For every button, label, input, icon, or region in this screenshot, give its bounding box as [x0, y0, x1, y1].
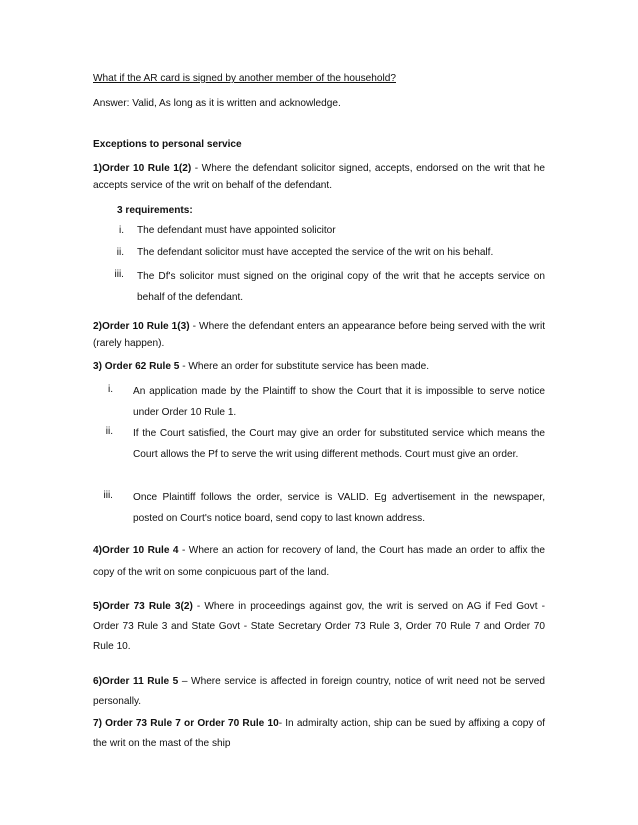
exception-2-text: - Where the defendant enters an appearance before being served with the writ (rarely happen).: [93, 321, 545, 349]
exception-5-title: 5)Order 73 Rule 3(2): [93, 601, 193, 612]
answer-text: Answer: Valid, As long as it is written and acknowledge.: [93, 98, 341, 109]
list-item: Once Plaintiff follows the order, service is VALID. Eg advertisement in the newspaper, posted on Court's notice board, send copy to last known address.: [133, 492, 545, 524]
exception-2: [93, 318, 545, 352]
list-number: iii.: [114, 269, 124, 280]
exception-6: [93, 672, 545, 712]
list-item: The defendant solicitor must have accepted the service of the writ on his behalf.: [137, 247, 494, 258]
exceptions-heading: Exceptions to personal service: [93, 139, 242, 150]
exception-3: [93, 358, 545, 375]
exception-1: [93, 160, 545, 194]
exception-5-text: - Where in proceedings against gov, the writ is served on AG if Fed Govt - Order 73 Rule 3 and State Govt - State Secretary Order 73 Rule 3, Order 70 Rule 7 and Order 70 Rule 10.: [93, 601, 545, 652]
exception-7-text: - In admiralty action, ship can be sued by affixing a copy of the writ on the mast of the ship: [93, 718, 545, 749]
exception-4-title: 4)Order 10 Rule 4: [93, 545, 179, 556]
exception-3-title: 3) Order 62 Rule 5: [93, 361, 180, 372]
section-heading: [93, 136, 545, 153]
list-number: ii.: [105, 426, 113, 437]
list-item: If the Court satisfied, the Court may give an order for substituted service which means the Court allows the Pf to serve the writ using different methods. Court must give an order.: [133, 428, 545, 460]
exception-4-text: - Where an action for recovery of land, the Court has made an order to affix the copy of the writ on some conpicuous part of the land.: [93, 545, 545, 578]
requirements-heading: 3 requirements:: [117, 205, 193, 216]
list-number: i.: [118, 225, 124, 236]
exception-3-text: - Where an order for substitute service has been made.: [179, 361, 430, 372]
exception-2-title: 2)Order 10 Rule 1(3): [93, 321, 190, 332]
exception-5: [93, 597, 545, 657]
list-item: An application made by the Plaintiff to show the Court that it is impossible to serve notice under Order 10 Rule 1.: [133, 386, 545, 418]
list-number: iii.: [103, 490, 113, 501]
list-item: The Df's solicitor must signed on the original copy of the writ that he accepts service on behalf of the defendant.: [137, 271, 545, 303]
exception-1-text: - Where the defendant solicitor signed, accepts, endorsed on the writ that he accepts service of the writ on behalf of the defendant.: [93, 163, 545, 191]
list-item: The defendant must have appointed solicitor: [137, 225, 336, 236]
question-text: What if the AR card is signed by another member of the household?: [93, 73, 396, 84]
list-number: i.: [107, 384, 113, 395]
exception-1-title: 1)Order 10 Rule 1(2): [93, 163, 192, 174]
exception-4: [93, 540, 545, 584]
exception-6-title: 6)Order 11 Rule 5: [93, 676, 179, 687]
exception-6-text: – Where service is affected in foreign country, notice of writ need not be served personally.: [93, 676, 545, 707]
exception-7: [93, 714, 545, 754]
list-number: ii.: [116, 247, 124, 258]
exception-7-title: 7) Order 73 Rule 7 or Order 70 Rule 10: [93, 718, 279, 729]
